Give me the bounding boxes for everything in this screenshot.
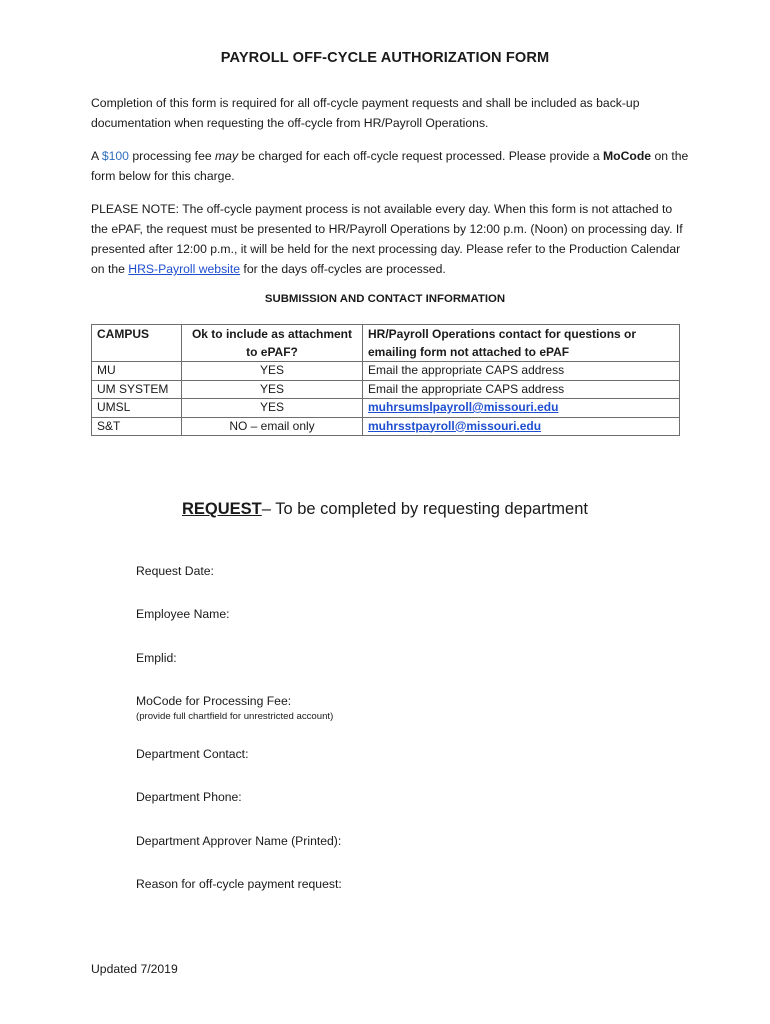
mocode-label: MoCode for Processing Fee: bbox=[136, 694, 292, 708]
department-phone-label: Department Phone: bbox=[136, 790, 242, 804]
cell-contact: Email the appropriate CAPS address bbox=[363, 380, 680, 399]
mocode-note: (provide full chartfield for unrestricted account) bbox=[136, 711, 334, 722]
cell-attachment: YES bbox=[182, 380, 363, 399]
table-row bbox=[92, 380, 680, 399]
cell-contact bbox=[363, 417, 680, 436]
note-paragraph bbox=[91, 199, 691, 279]
cell-contact: Email the appropriate CAPS address bbox=[363, 362, 680, 381]
cell-attachment: NO – email only bbox=[182, 417, 363, 436]
fee-mocode: MoCode bbox=[602, 149, 652, 163]
umsl-email-link[interactable]: muhrsumslpayroll@missouri.edu bbox=[368, 400, 559, 414]
request-heading-rest: – To be completed by requesting department bbox=[261, 500, 588, 518]
table-row bbox=[92, 362, 680, 381]
request-date-label: Request Date: bbox=[136, 564, 214, 578]
hrs-payroll-website-link[interactable]: HRS-Payroll website bbox=[128, 262, 241, 276]
page-title: PAYROLL OFF-CYCLE AUTHORIZATION FORM bbox=[220, 50, 550, 66]
table-header-row bbox=[92, 325, 680, 362]
note-suffix: for the days off-cycles are processed. bbox=[240, 262, 446, 276]
updated-date: Updated 7/2019 bbox=[91, 962, 178, 976]
request-heading bbox=[0, 500, 770, 519]
fee-suffix: on the form below for this charge. bbox=[91, 149, 689, 183]
cell-campus: S&T bbox=[92, 417, 182, 436]
fee-prefix: A bbox=[91, 149, 102, 163]
contact-table bbox=[91, 324, 680, 436]
cell-attachment: YES bbox=[182, 399, 363, 418]
header-campus: CAMPUS bbox=[92, 325, 182, 362]
reason-label: Reason for off-cycle payment request: bbox=[136, 877, 342, 891]
cell-campus: MU bbox=[92, 362, 182, 381]
fee-may: may bbox=[215, 149, 239, 163]
submission-heading: SUBMISSION AND CONTACT INFORMATION bbox=[264, 293, 506, 305]
department-contact-label: Department Contact: bbox=[136, 747, 249, 761]
emplid-label: Emplid: bbox=[136, 651, 177, 665]
header-contact: HR/Payroll Operations contact for questions or emailing form not attached to ePAF bbox=[363, 325, 680, 362]
table-row bbox=[92, 417, 680, 436]
approver-name-label: Department Approver Name (Printed): bbox=[136, 834, 342, 848]
fee-after-may: be charged for each off-cycle request processed. Please provide a bbox=[238, 149, 603, 163]
header-attachment: Ok to include as attachment to ePAF? bbox=[182, 325, 363, 362]
cell-campus: UM SYSTEM bbox=[92, 380, 182, 399]
cell-campus: UMSL bbox=[92, 399, 182, 418]
intro-paragraph: Completion of this form is required for all off-cycle payment requests and shall be included as back-up documentation when requesting the off-cycle from HR/Payroll Operations. bbox=[91, 96, 640, 130]
table-row bbox=[92, 399, 680, 418]
fee-paragraph bbox=[91, 146, 691, 186]
cell-attachment: YES bbox=[182, 362, 363, 381]
fee-middle: processing fee bbox=[128, 149, 216, 163]
request-heading-strong: REQUEST bbox=[181, 500, 262, 518]
cell-contact bbox=[363, 399, 680, 418]
employee-name-label: Employee Name: bbox=[136, 607, 230, 621]
fee-amount: $100 bbox=[101, 149, 129, 163]
note-text: PLEASE NOTE: The off-cycle payment process is not available every day. When this form is not attached to the ePAF, the request must be presented to HR/Payroll Operations by 12:00 p.m. (Noon) on processing day. If presented after 12:00 p.m., it will be held for the next processing day. Please refer to the Production Calendar on the bbox=[91, 202, 683, 276]
st-email-link[interactable]: muhrsstpayroll@missouri.edu bbox=[368, 418, 542, 433]
